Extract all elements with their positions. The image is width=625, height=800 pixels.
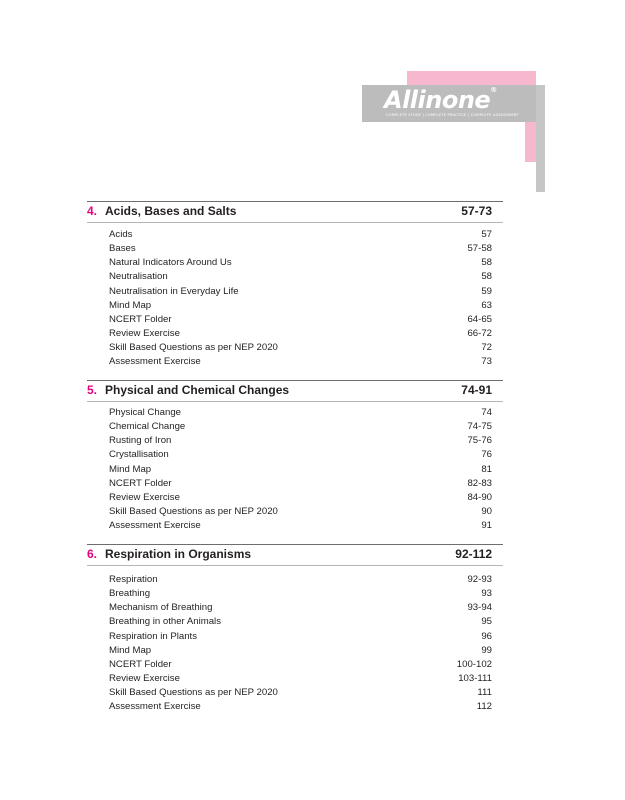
topic-page: 63 xyxy=(481,299,492,311)
logo-tagline: COMPLETE STUDY | COMPLETE PRACTICE | COMPLETE ASSESSMENT xyxy=(386,113,520,117)
topic-page: 84-90 xyxy=(467,491,492,503)
topic-page: 111 xyxy=(477,687,492,699)
topic-name: Physical Change xyxy=(109,407,181,418)
topic-page: 90 xyxy=(481,505,492,517)
topic-name: Respiration xyxy=(109,574,158,585)
chapter-divider xyxy=(87,401,503,402)
logo-accent-grey-side xyxy=(536,85,545,192)
topic-name: Assessment Exercise xyxy=(109,520,201,532)
chapter-heading[interactable] xyxy=(87,380,503,402)
topic-page: 66-72 xyxy=(467,327,492,339)
topic-item[interactable] xyxy=(87,228,503,242)
chapter-number: 5. xyxy=(87,383,98,397)
topic-name: Chemical Change xyxy=(109,421,186,433)
topic-name: NCERT Folder xyxy=(109,477,172,489)
topic-item[interactable] xyxy=(87,630,503,644)
topic-name: Neutralisation xyxy=(109,271,168,283)
brand-logo xyxy=(362,85,536,122)
topic-item[interactable] xyxy=(87,615,503,629)
chapter-divider xyxy=(87,565,503,566)
topic-list xyxy=(87,228,503,369)
topic-item[interactable] xyxy=(87,505,503,519)
topic-item[interactable] xyxy=(87,463,503,477)
chapter-number: 6. xyxy=(87,547,98,561)
topic-name: NCERT Folder xyxy=(109,658,172,670)
topic-page: 100-102 xyxy=(456,658,492,670)
topic-item[interactable] xyxy=(87,700,503,714)
chapter-heading[interactable] xyxy=(87,544,503,566)
topic-page: 112 xyxy=(476,701,492,713)
topic-item[interactable] xyxy=(87,270,503,284)
topic-name: Mechanism of Breathing xyxy=(109,602,213,614)
topic-page: 95 xyxy=(481,616,492,628)
logo-text xyxy=(384,86,497,114)
topic-name: Mind Map xyxy=(109,463,152,475)
chapter-title: Physical and Chemical Changes xyxy=(105,383,290,397)
topic-item[interactable] xyxy=(87,672,503,686)
chapter-divider xyxy=(87,222,503,223)
topic-page: 72 xyxy=(481,342,492,354)
topic-item[interactable] xyxy=(87,299,503,313)
topic-name: Crystallisation xyxy=(109,449,169,461)
topic-page: 99 xyxy=(481,644,492,656)
topic-page: 58 xyxy=(481,271,492,283)
topic-item[interactable] xyxy=(87,658,503,672)
topic-name: Skill Based Questions as per NEP 2020 xyxy=(109,687,278,699)
topic-item[interactable] xyxy=(87,573,503,587)
topic-name: Review Exercise xyxy=(109,327,180,339)
topic-name: Review Exercise xyxy=(109,672,180,684)
topic-page: 93 xyxy=(481,588,492,600)
topic-page: 58 xyxy=(481,257,492,269)
topic-page: 81 xyxy=(481,463,492,475)
topic-item[interactable] xyxy=(87,313,503,327)
topic-item[interactable] xyxy=(87,327,503,341)
logo-accent-pink-top xyxy=(407,71,536,85)
topic-name: Skill Based Questions as per NEP 2020 xyxy=(109,505,278,517)
topic-item[interactable] xyxy=(87,406,503,420)
topic-list xyxy=(87,573,503,714)
topic-item[interactable] xyxy=(87,587,503,601)
topic-item[interactable] xyxy=(87,601,503,615)
topic-item[interactable] xyxy=(87,420,503,434)
topic-item[interactable] xyxy=(87,355,503,369)
topic-name: Skill Based Questions as per NEP 2020 xyxy=(109,342,278,354)
topic-name: Breathing in other Animals xyxy=(109,616,221,628)
topic-page: 82-83 xyxy=(467,477,492,489)
topic-name: NCERT Folder xyxy=(109,313,172,325)
topic-name: Neutralisation in Everyday Life xyxy=(109,285,239,297)
topic-name: Assessment Exercise xyxy=(109,356,201,368)
topic-page: 93-94 xyxy=(467,602,492,614)
topic-list xyxy=(87,406,503,533)
topic-page: 74-75 xyxy=(467,421,492,433)
topic-page: 74 xyxy=(481,407,492,418)
topic-name: Bases xyxy=(109,243,136,255)
topic-item[interactable] xyxy=(87,242,503,256)
topic-page: 75-76 xyxy=(467,435,492,447)
topic-page: 73 xyxy=(481,356,492,368)
topic-name: Mind Map xyxy=(109,644,152,656)
topic-name: Mind Map xyxy=(109,299,152,311)
topic-item[interactable] xyxy=(87,448,503,462)
topic-page: 92-93 xyxy=(467,574,492,585)
topic-item[interactable] xyxy=(87,285,503,299)
topic-item[interactable] xyxy=(87,256,503,270)
topic-page: 64-65 xyxy=(467,313,492,325)
chapter-page-range: 74-91 xyxy=(461,383,492,397)
logo-registered-mark: ® xyxy=(490,86,497,94)
topic-item[interactable] xyxy=(87,341,503,355)
logo-wordmark: Allinone xyxy=(384,86,491,114)
topic-item[interactable] xyxy=(87,686,503,700)
topic-name: Respiration in Plants xyxy=(109,630,197,642)
topic-page: 103-111 xyxy=(458,672,492,684)
chapter-5 xyxy=(87,380,503,533)
topic-page: 57 xyxy=(481,229,492,240)
topic-name: Assessment Exercise xyxy=(109,701,201,713)
topic-name: Review Exercise xyxy=(109,491,180,503)
topic-item[interactable] xyxy=(87,519,503,533)
chapter-title: Acids, Bases and Salts xyxy=(105,204,237,218)
topic-page: 76 xyxy=(481,449,492,461)
chapter-page-range: 92-112 xyxy=(455,547,492,561)
topic-page: 59 xyxy=(481,285,492,297)
chapter-number: 4. xyxy=(87,204,98,218)
chapter-title: Respiration in Organisms xyxy=(105,547,252,561)
chapter-6 xyxy=(87,544,503,714)
topic-page: 96 xyxy=(481,630,492,642)
topic-name: Acids xyxy=(109,229,133,240)
chapter-page-range: 57-73 xyxy=(461,204,492,218)
topic-item[interactable] xyxy=(87,477,503,491)
topic-name: Breathing xyxy=(109,588,151,600)
topic-name: Natural Indicators Around Us xyxy=(109,257,232,269)
topic-page: 57-58 xyxy=(467,243,492,255)
chapter-4 xyxy=(87,201,503,369)
topic-item[interactable] xyxy=(87,644,503,658)
topic-page: 91 xyxy=(481,520,492,532)
chapter-heading[interactable] xyxy=(87,201,503,223)
logo-accent-pink-side xyxy=(525,122,536,162)
topic-name: Rusting of Iron xyxy=(109,435,172,447)
topic-item[interactable] xyxy=(87,491,503,505)
topic-item[interactable] xyxy=(87,434,503,448)
